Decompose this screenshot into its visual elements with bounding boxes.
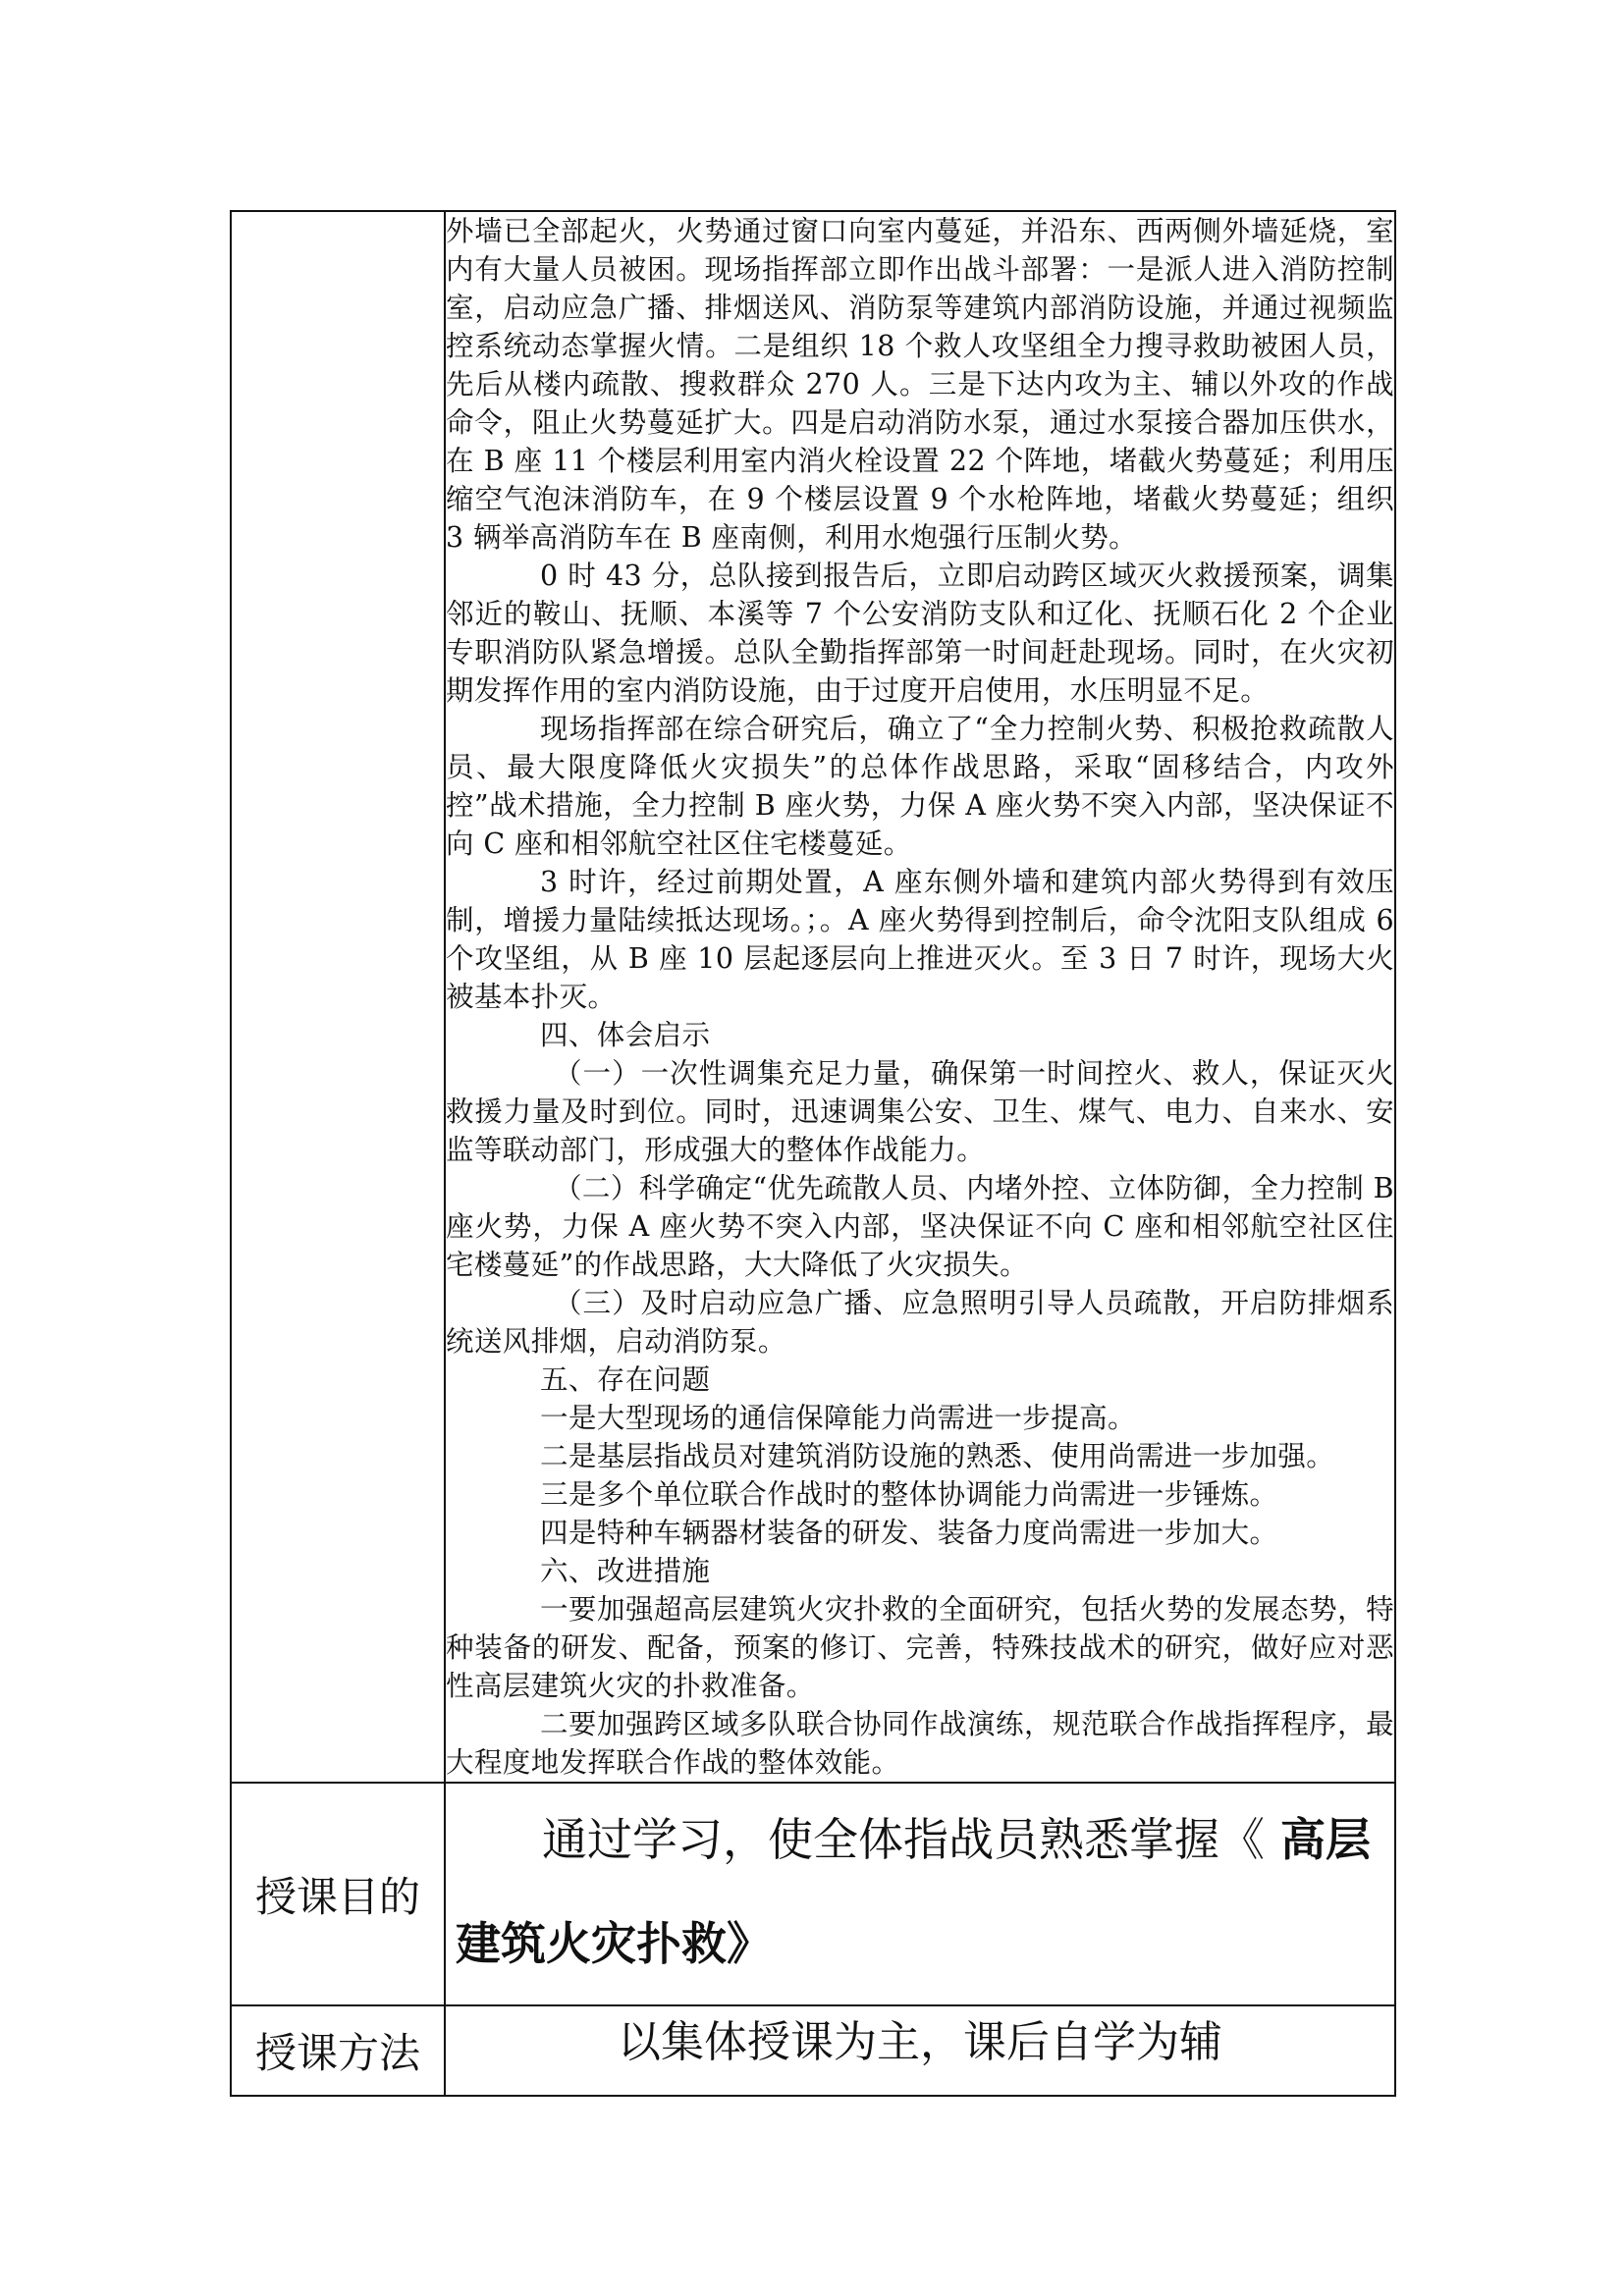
purpose-label: 授课目的 [231,1783,445,2005]
content-label-cell [231,211,445,1783]
purpose-text [446,1784,1394,1996]
list-item: 二是基层指战员对建筑消防设施的熟悉、使用尚需进一步加强。 [540,1440,1335,1472]
section-heading: 六、改进措施 [540,1555,711,1587]
section-heading: 四、体会启示 [540,1019,711,1051]
purpose-text-tail: 》 [727,1917,772,1970]
list-item: 一是大型现场的通信保障能力尚需进一步提高。 [540,1402,1136,1434]
paragraph: （三）及时启动应急广播、应急照明引导人员疏散，开启防排烟系统送风排烟，启动消防泵。 [446,1287,1394,1358]
purpose-text-lead: 通过学习，使全体指战员熟悉掌握《 [542,1813,1265,1866]
content-row [231,211,1395,1783]
purpose-course-title: 高层建筑火灾扑救 [456,1813,1372,1970]
paragraph: （一）一次性调集充足力量，确保第一时间控火、救人，保证灭火救援力量及时到位。同时，迅速调集公安、卫生、煤气、电力、自来水、安监等联动部门，形成强大的整体作战能力。 [446,1057,1394,1166]
paragraph: 3 时许，经过前期处置，A 座东侧外墙和建筑内部火势得到有效压制，增援力量陆续抵达现场。；。A 座火势得到控制后，命令沈阳支队组成 6 个攻坚组，从 B 座 10 层起逐层向上推进灭火。至 3 日 7 时许，现场大火被基本扑灭。 [446,866,1394,1013]
purpose-cell [445,1783,1395,2005]
method-row [231,2005,1395,2096]
document-page [230,210,1394,2097]
paragraph: 外墙已全部起火，火势通过窗口向室内蔓延，并沿东、西两侧外墙延烧，室内有大量人员被困。现场指挥部立即作出战斗部署：一是派人进入消防控制室，启动应急广播、排烟送风、消防泵等建筑内部消防设施，并通过视频监控系统动态掌握火情。二是组织 18 个救人攻坚组全力搜寻救助被困人员，先后从楼内疏散、搜救群众 270 人。三是下达内攻为主、辅以外攻的作战命令，阻止火势蔓延扩大。四是启动消防水泵，通过水泵接合器加压供水，在 B 座 11 个楼层利用室内消火栓设置 22 个阵地，堵截火势蔓延；利用压缩空气泡沫消防车，在 9 个楼层设置 9 个水枪阵地，堵截火势蔓延；组织 3 辆举高消防车在 B 座南侧，利用水炮强行压制火势。 [446,215,1394,554]
method-text: 以集体授课为主，课后自学为辅 [445,2005,1395,2096]
purpose-row [231,1783,1395,2005]
list-item: 三是多个单位联合作战时的整体协调能力尚需进一步锤炼。 [540,1478,1278,1511]
paragraph: 二要加强跨区域多队联合协同作战演练，规范联合作战指挥程序，最大程度地发挥联合作战的整体效能。 [446,1708,1394,1779]
paragraph: （二）科学确定“优先疏散人员、内堵外控、立体防御，全力控制 B 座火势，力保 A 座火势不突入内部，坚决保证不向 C 座和相邻航空社区住宅楼蔓延”的作战思路，大大降低了火灾损失。 [446,1172,1394,1281]
paragraph: 0 时 43 分，总队接到报告后，立即启动跨区域灭火救援预案，调集邻近的鞍山、抚顺、本溪等 7 个公安消防支队和辽化、抚顺石化 2 个企业专职消防队紧急增援。总队全勤指挥部第一时间赶赴现场。同时，在火灾初期发挥作用的室内消防设施，由于过度开启使用，水压明显不足。 [446,560,1394,707]
section-heading: 五、存在问题 [540,1363,711,1396]
paragraph: 一要加强超高层建筑火灾扑救的全面研究，包括火势的发展态势，特种装备的研发、配备，预案的修订、完善，特殊技战术的研究，做好应对恶性高层建筑火灾的扑救准备。 [446,1593,1394,1702]
method-label: 授课方法 [231,2005,445,2096]
list-item: 四是特种车辆器材装备的研发、装备力度尚需进一步加大。 [540,1517,1278,1549]
paragraph: 现场指挥部在综合研究后，确立了“全力控制火势、积极抢救疏散人员、最大限度降低火灾损失”的总体作战思路，采取“固移结合，内攻外控”战术措施，全力控制 B 座火势，力保 A 座火势不突入内部，坚决保证不向 C 座和相邻航空社区住宅楼蔓延。 [446,713,1394,860]
lesson-plan-table [230,210,1396,2097]
content-body-cell [445,211,1395,1783]
